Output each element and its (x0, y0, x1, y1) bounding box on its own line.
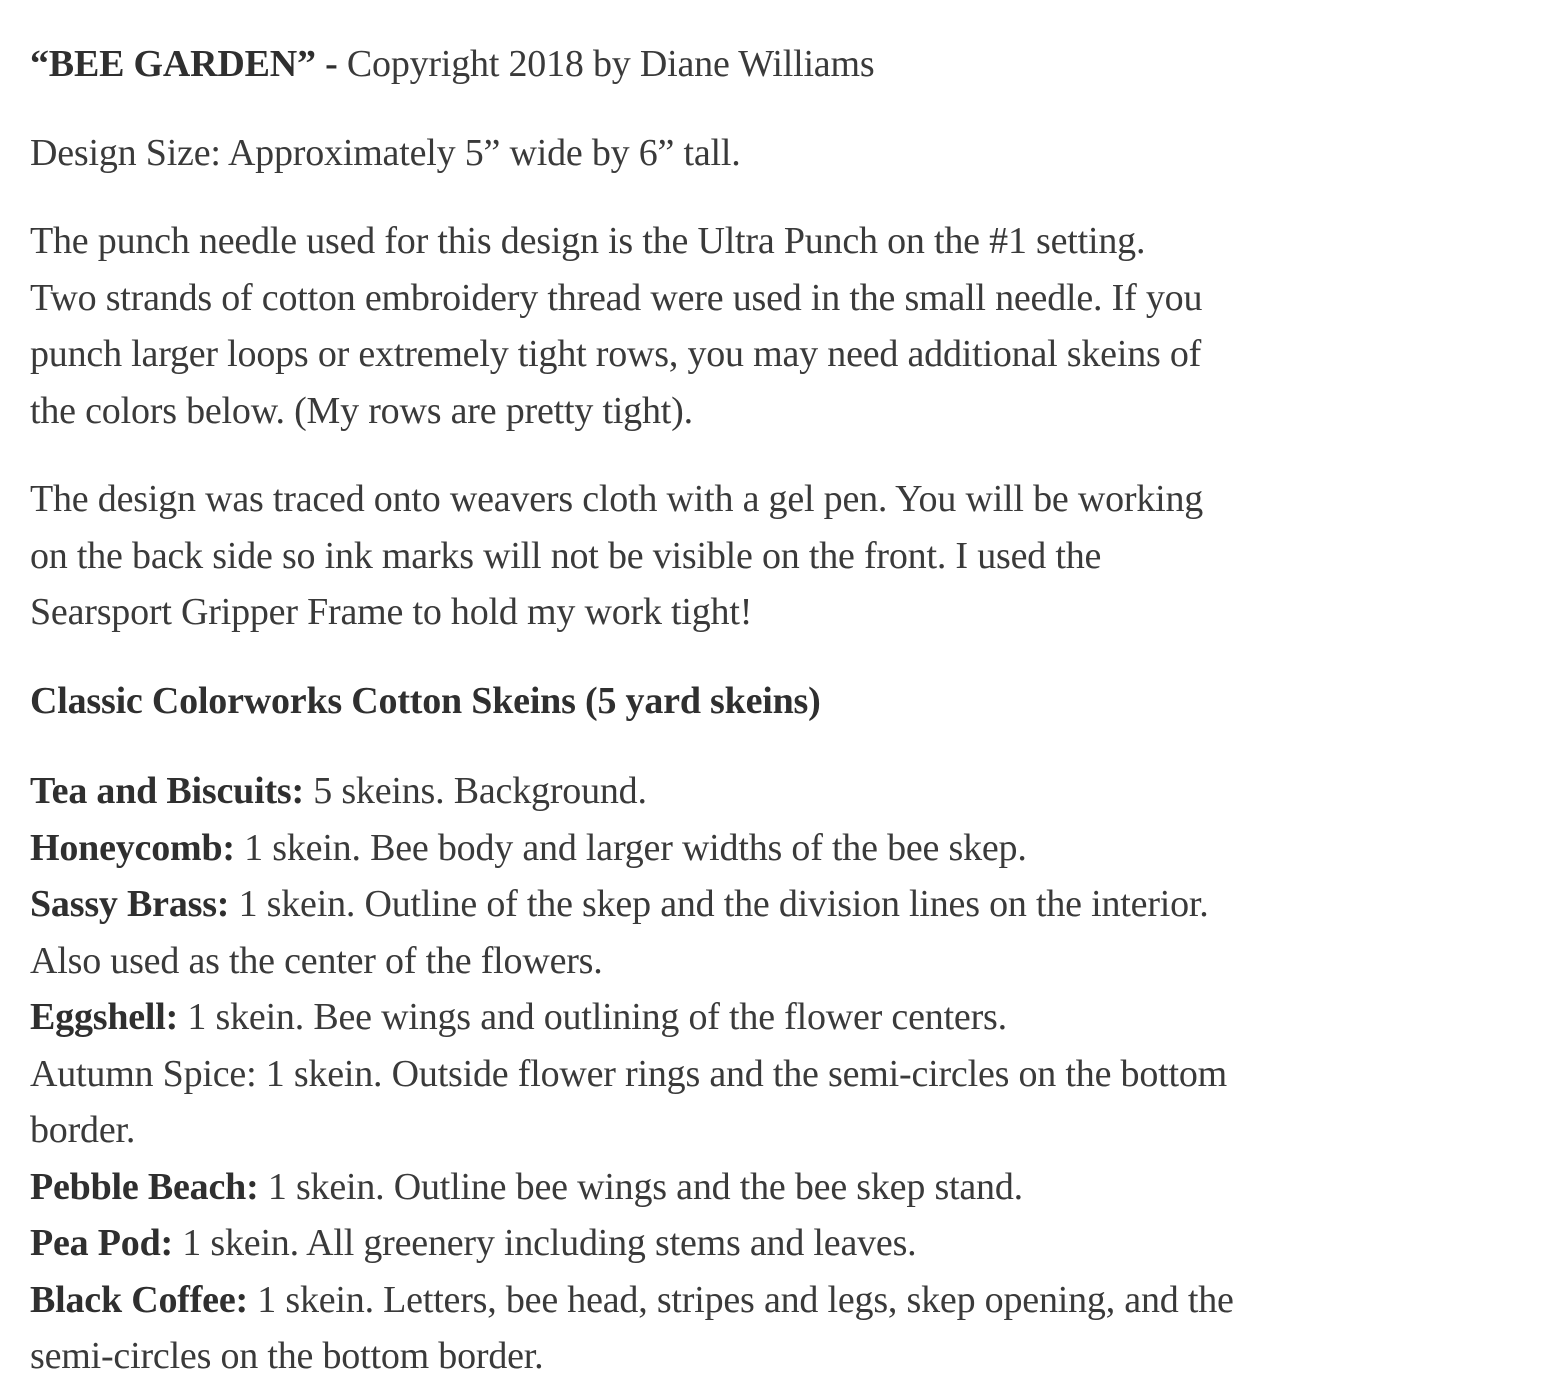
copyright-text: Copyright 2018 by Diane Williams (346, 43, 875, 85)
skein-name: Black Coffee: (30, 1278, 248, 1321)
title-separator: - (315, 43, 347, 85)
paragraph-line: Two strands of cotton embroidery thread were used in the small needle. If you (30, 276, 1203, 319)
skein-item-pebble-beach (30, 1159, 1540, 1216)
paragraph-line: the colors below. (My rows are pretty tight). (30, 389, 693, 432)
skein-list (30, 763, 1540, 1385)
skein-desc: Autumn Spice: 1 skein. Outside flower rings and the semi-circles on the bottom (30, 1052, 1228, 1095)
skein-line (30, 1159, 1540, 1216)
document-page (30, 36, 1540, 1385)
design-size: Design Size: Approximately 5” wide by 6” tall. (30, 131, 741, 174)
skein-item-honeycomb (30, 820, 1540, 877)
skein-line (30, 876, 1540, 933)
design-title: “BEE GARDEN” (30, 43, 316, 85)
skein-name: Sassy Brass: (30, 883, 230, 925)
paragraph-line: on the back side so ink marks will not be visible on the front. I used the (30, 534, 1102, 577)
skein-desc: 1 skein. Bee body and larger widths of the bee skep. (234, 826, 1027, 869)
paragraph-line: punch larger loops or extremely tight rows, you may need additional skeins of (30, 333, 1202, 375)
skein-desc: 5 skeins. Background. (303, 770, 647, 812)
skein-item-tea-and-biscuits (30, 763, 1540, 820)
skein-line (30, 1272, 1540, 1329)
skein-desc-continued: semi-circles on the bottom border. (30, 1335, 544, 1377)
paragraph-line: The punch needle used for this design is the Ultra Punch on the #1 setting. (30, 220, 1146, 262)
skeins-heading: Classic Colorworks Cotton Skeins (5 yard skeins) (30, 679, 821, 722)
skein-item-autumn-spice (30, 1046, 1540, 1159)
skein-name: Eggshell: (30, 996, 179, 1038)
skein-item-pea-pod (30, 1215, 1540, 1272)
paragraph-line: The design was traced onto weavers cloth with a gel pen. You will be working (30, 478, 1204, 520)
skein-desc: 1 skein. Bee wings and outlining of the flower centers. (178, 996, 1007, 1038)
skein-item-black-coffee (30, 1272, 1540, 1385)
title-line (30, 36, 1540, 93)
skein-line (30, 989, 1540, 1046)
skein-desc: 1 skein. Outline of the skep and the division lines on the interior. (229, 883, 1209, 925)
skein-desc: 1 skein. Letters, bee head, stripes and legs, skep opening, and the (247, 1278, 1234, 1321)
skein-line (30, 763, 1540, 820)
skein-item-eggshell (30, 989, 1540, 1046)
skein-name: Tea and Biscuits: (30, 770, 304, 812)
skein-item-sassy-brass (30, 876, 1540, 989)
punch-needle-paragraph (30, 213, 1540, 439)
tracing-paragraph (30, 471, 1540, 641)
skein-desc: 1 skein. Outline bee wings and the bee skep stand. (258, 1165, 1023, 1208)
skein-line (30, 1215, 1540, 1272)
skein-desc-continued: border. (30, 1109, 136, 1151)
paragraph-line: Searsport Gripper Frame to hold my work tight! (30, 591, 753, 633)
skein-desc-continued: Also used as the center of the flowers. (30, 939, 603, 982)
skein-name: Pea Pod: (30, 1222, 173, 1264)
skein-line (30, 820, 1540, 877)
skein-name: Pebble Beach: (30, 1165, 259, 1208)
skein-desc: 1 skein. All greenery including stems and leaves. (172, 1222, 917, 1264)
skein-name: Honeycomb: (30, 826, 235, 869)
